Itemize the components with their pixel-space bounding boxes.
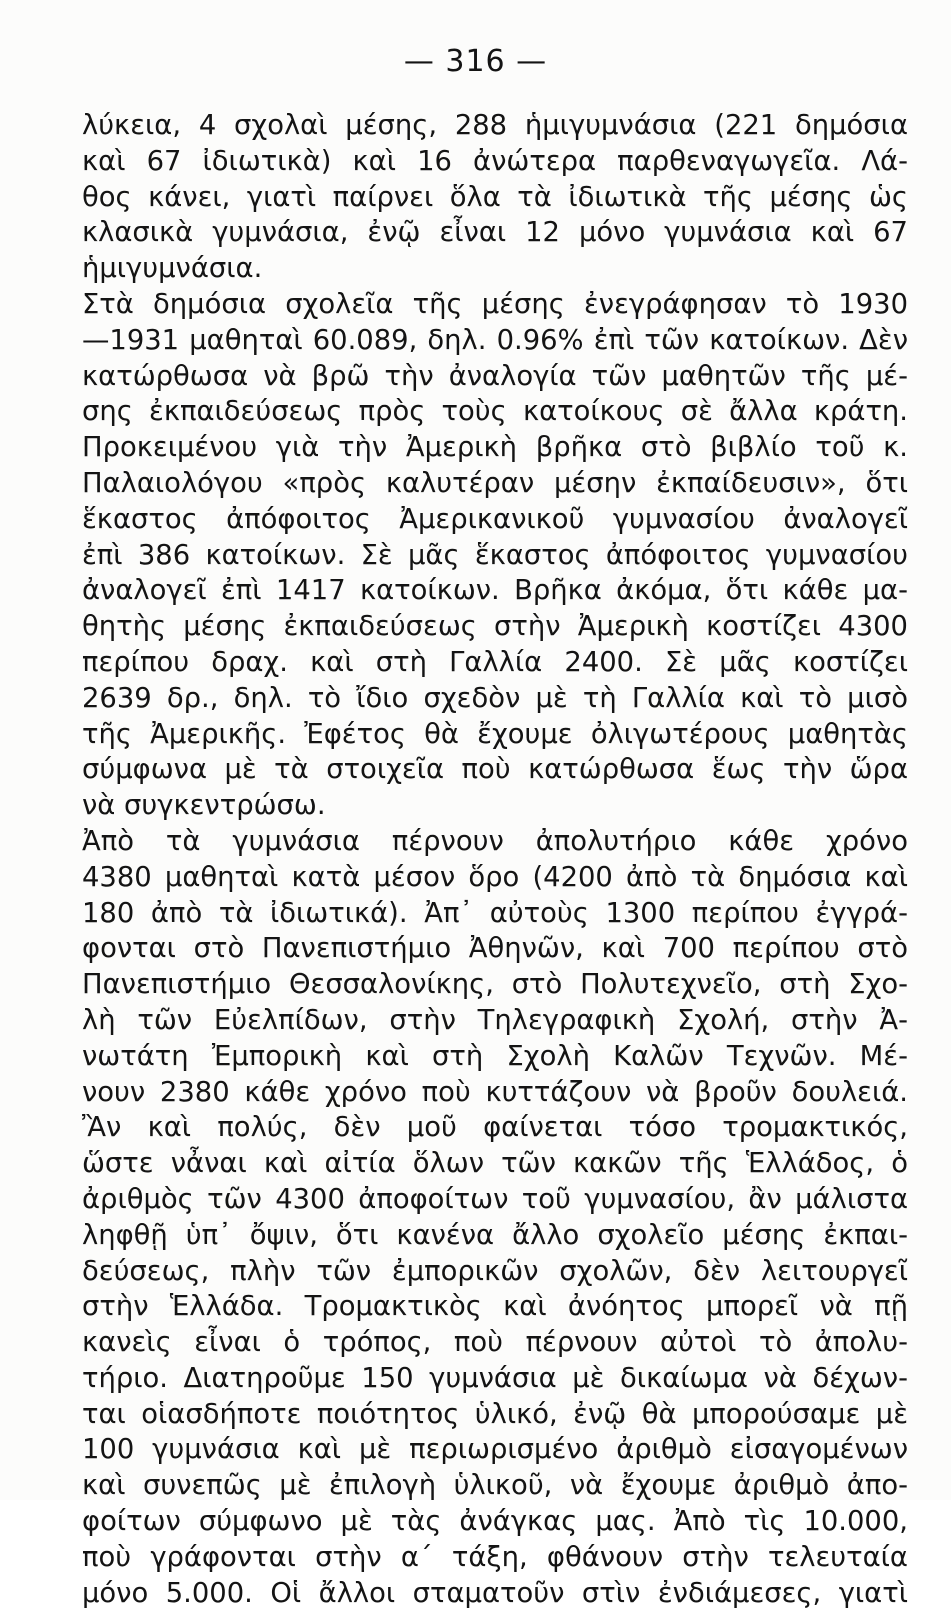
text-line: 4380 μαθηταὶ κατὰ μέσον ὅρο (4200 ἀπὸ τὰ δημόσια καὶ [82,861,908,893]
text-line: στὴν Ἑλλάδα. Τρομακτικὸς καὶ ἀνόητος μπορεῖ νὰ πῇ [82,1291,908,1323]
text-line: λύκεια, 4 σχολαὶ μέσης, 288 ἡμιγυμνάσια (221 δημόσια [82,110,908,141]
text-line: Ἀπὸ τὰ γυμνάσια πέρνουν ἀπολυτήριο κάθε χρόνο [82,825,908,857]
text-line: Στὰ δημόσια σχολεῖα τῆς μέσης ἐνεγράφησαν τὸ 1930 [82,288,908,320]
text-line: νουν 2380 κάθε χρόνο ποὺ κυττάζουν νὰ βροῦν δουλειά. [82,1076,908,1108]
text-line: ὥστε νἆναι καὶ αἰτία ὅλων τῶν κακῶν τῆς Ἑλλάδος, ὁ [82,1148,908,1180]
text-line: Προκειμένου γιὰ τὴν Ἀμερικὴ βρῆκα στὸ βιβλίο τοῦ κ. [82,432,908,464]
text-line: μόνο 5.000. Οἱ ἄλλοι σταματοῦν στὶν ἐνδιάμεσες, γιατὶ [82,1577,908,1609]
text-line: ἐπὶ 386 κατοίκων. Σὲ μᾶς ἕκαστος ἀπόφοιτος γυμνασίου [82,539,908,571]
text-line: 180 ἀπὸ τὰ ἰδιωτικά). Ἀπ᾽ αὐτοὺς 1300 περίπου ἐγγρά- [82,897,908,929]
text-line: —1931 μαθηταὶ 60.089, δηλ. 0.96% ἐπὶ τῶν κατοίκων. Δὲν [82,324,908,356]
text-line: καὶ 67 ἰδιωτικὰ) καὶ 16 ἀνώτερα παρθεναγωγεῖα. Λά- [82,145,908,177]
text-line: σης ἐκπαιδεύσεως πρὸς τοὺς κατοίκους σὲ ἄλλα κράτη. [82,396,908,428]
text-line: φοίτων σύμφωνο μὲ τὰς ἀνάγκας μας. Ἀπὸ τὶς 10.000, [82,1506,908,1538]
text-line: νὰ συγκεντρώσω. [82,790,326,822]
text-line: ληφθῇ ὑπ᾽ ὄψιν, ὅτι κανένα ἄλλο σχολεῖο μέσης ἐκπαι- [82,1219,908,1251]
text-line: Παλαιολόγου «πρὸς καλυτέραν μέσην ἐκπαίδευσιν», ὅτι [82,467,908,499]
text-line: ποὺ γράφονται στὴν α΄ τάξη, φθάνουν στὴν τελευταία [82,1541,908,1573]
page-number: — 316 — [403,44,548,79]
text-line: σύμφωνα μὲ τὰ στοιχεῖα ποὺ κατώρθωσα ἕως τὴν ὥρα [82,754,908,786]
text-line: ἡμιγυμνάσια. [82,253,263,285]
text-line: λὴ τῶν Εὐελπίδων, στὴν Τηλεγραφικὴ Σχολή, στὴν Ἀ- [82,1004,908,1036]
text-line: τῆς Ἀμερικῆς. Ἐφέτος θὰ ἔχουμε ὀλιγωτέρους μαθητὰς [82,718,908,750]
text-line: ἀναλογεῖ ἐπὶ 1417 κατοίκων. Βρῆκα ἀκόμα, ὅτι κάθε μα- [82,575,908,607]
text-line: κατώρθωσα νὰ βρῶ τὴν ἀναλογία τῶν μαθητῶν τῆς μέ- [82,360,908,392]
text-line: κανεὶς εἶναι ὁ τρόπος, ποὺ πέρνουν αὐτοὶ τὸ ἀπολυ- [82,1327,908,1359]
text-line: ται οἱασδήποτε ποιότητος ὑλικό, ἐνῷ θὰ μπορούσαμε μὲ [82,1398,908,1430]
text-line: καὶ συνεπῶς μὲ ἐπιλογὴ ὑλικοῦ, νὰ ἔχουμε ἀριθμὸ ἀπο- [82,1470,908,1502]
text-line: τήριο. Διατηροῦμε 150 γυμνάσια μὲ δικαίωμα νὰ δέχων- [82,1362,908,1394]
text-line: φονται στὸ Πανεπιστήμιο Ἀθηνῶν, καὶ 700 περίπου στὸ [82,933,908,965]
text-line: Ἂν καὶ πολύς, δὲν μοῦ φαίνεται τόσο τρομακτικός, [82,1112,908,1144]
text-line: κλασικὰ γυμνάσια, ἐνῷ εἶναι 12 μόνο γυμνάσια καὶ 67 [82,217,908,249]
text-line: νωτάτη Ἐμπορικὴ καὶ στὴ Σχολὴ Καλῶν Τεχνῶν. Μέ- [82,1040,908,1072]
body-text [82,108,908,1611]
text-line: ἀριθμὸς τῶν 4300 ἀποφοίτων τοῦ γυμνασίου, ἂν μάλιστα [82,1183,908,1215]
text-line: θητὴς μέσης ἐκπαιδεύσεως στὴν Ἀμερικὴ κοστίζει 4300 [82,611,908,643]
text-line: περίπου δραχ. καὶ στὴ Γαλλία 2400. Σὲ μᾶς κοστίζει [82,646,908,678]
text-line: Πανεπιστήμιο Θεσσαλονίκης, στὸ Πολυτεχνεῖο, στὴ Σχο- [82,969,908,1001]
text-line: 100 γυμνάσια καὶ μὲ περιωρισμένο ἀριθμὸ εἰσαγομένων [82,1434,908,1466]
text-line: δεύσεως, πλὴν τῶν ἐμπορικῶν σχολῶν, δὲν λειτουργεῖ [82,1255,908,1287]
text-line: ἕκαστος ἀπόφοιτος Ἀμερικανικοῦ γυμνασίου ἀναλογεῖ [82,503,908,535]
text-line: θος κάνει, γιατὶ παίρνει ὅλα τὰ ἰδιωτικὰ τῆς μέσης ὡς [82,181,908,213]
text-line: 2639 δρ., δηλ. τὸ ἴδιο σχεδὸν μὲ τὴ Γαλλία καὶ τὸ μισὸ [82,682,908,714]
